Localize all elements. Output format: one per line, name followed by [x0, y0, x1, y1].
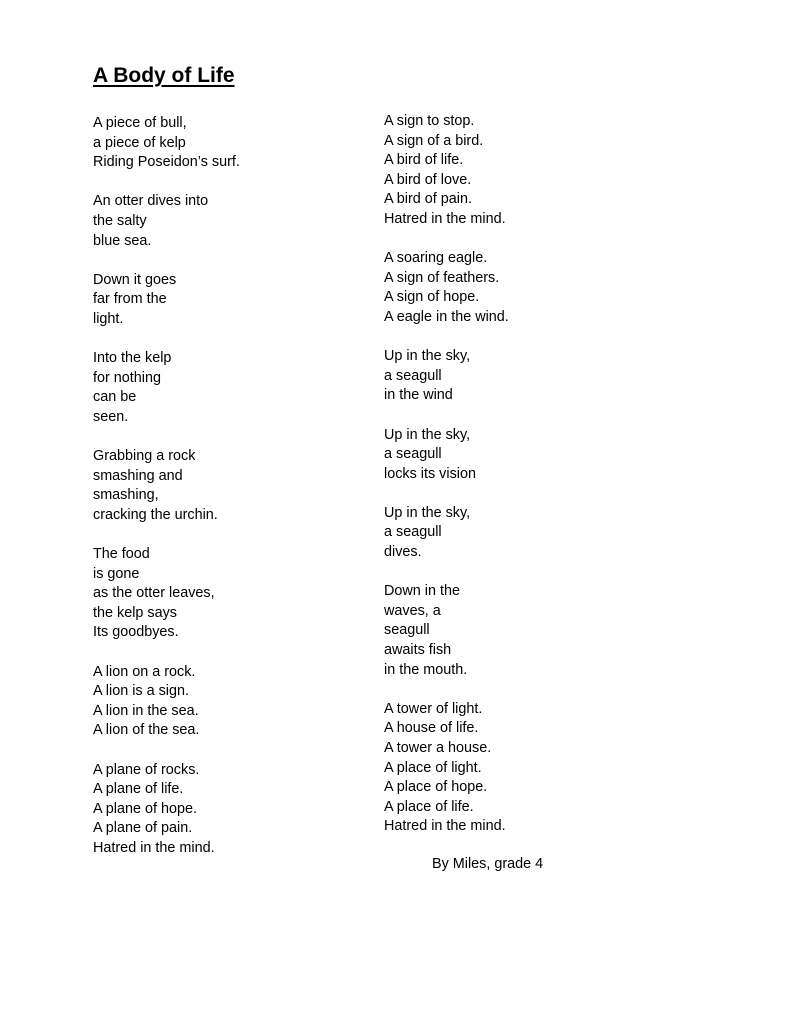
left-column	[93, 114, 240, 878]
poem-line: in the wind	[384, 387, 453, 404]
poem-line: A sign of hope.	[384, 289, 480, 306]
poem-line: A lion of the sea.	[93, 722, 200, 739]
stanza	[384, 426, 509, 485]
poem-line: A plane of life.	[93, 781, 184, 798]
poem-line: A plane of rocks.	[93, 761, 200, 778]
poem-line: Up in the sky,	[384, 348, 471, 365]
poem-line: A bird of pain.	[384, 191, 473, 208]
poem-line: light.	[93, 310, 124, 327]
poem-line: dives.	[384, 544, 422, 561]
stanza	[93, 114, 240, 173]
poem-line: smashing,	[93, 487, 159, 504]
stanza	[384, 504, 509, 563]
poem-line: A lion in the sea.	[93, 702, 199, 719]
poem-line: Down it goes	[93, 271, 177, 288]
poem-line: A bird of life.	[384, 152, 464, 169]
stanza	[93, 761, 240, 859]
poem-line: Up in the sky,	[384, 426, 471, 443]
poem-line: a seagull	[384, 446, 442, 463]
stanza	[93, 447, 240, 525]
poem-line: A tower a house.	[384, 740, 492, 756]
poem-line: A sign to stop.	[384, 113, 475, 129]
poem-line: seen.	[93, 408, 129, 425]
poem-line: a seagull	[384, 367, 442, 384]
poem-line: Riding Poseidon’s surf.	[93, 154, 240, 171]
poem-line: A tower of light.	[384, 700, 483, 717]
poem-line: A plane of hope.	[93, 800, 198, 817]
poem-line: awaits fish	[384, 642, 452, 659]
poem-line: Up in the sky,	[384, 504, 471, 521]
stanza	[93, 349, 240, 427]
poem-line: A bird of love.	[384, 171, 472, 188]
poem-line: Its goodbyes.	[93, 624, 179, 641]
poem-line: Down in the	[384, 583, 460, 600]
poem-line: A place of hope.	[384, 779, 488, 796]
poem-line: as the otter leaves,	[93, 585, 215, 602]
poem-line: can be	[93, 389, 137, 406]
poem-line: Grabbing a rock	[93, 448, 196, 465]
poem-line: locks its vision	[384, 465, 476, 482]
poem-line: blue sea.	[93, 232, 152, 249]
poem-line: far from the	[93, 291, 167, 308]
stanza	[384, 582, 509, 680]
poem-line: A soaring eagle.	[384, 250, 488, 267]
poem-line: The food	[93, 546, 150, 563]
poem-line: cracking the urchin.	[93, 506, 218, 523]
poem-line: A place of light.	[384, 759, 482, 776]
poem-line: A eagle in the wind.	[384, 308, 509, 325]
poem-line: the kelp says	[93, 604, 177, 621]
poem-line: An otter dives into	[93, 193, 209, 210]
stanza	[93, 663, 240, 741]
author-byline: By Miles, grade 4	[432, 856, 544, 872]
poem-line: a piece of kelp	[93, 134, 186, 151]
poem-line: A house of life.	[384, 720, 479, 737]
poem-line: seagull	[384, 622, 430, 639]
poem-line: Hatred in the mind.	[384, 818, 506, 835]
poem-line: in the mouth.	[384, 661, 468, 678]
poem-line: a seagull	[384, 524, 442, 541]
poem-line: A lion is a sign.	[93, 683, 189, 700]
poem-line: A lion on a rock.	[93, 663, 196, 680]
poem-line: Into the kelp	[93, 350, 172, 367]
poem-line: the salty	[93, 212, 147, 229]
poem-line: smashing and	[93, 467, 183, 484]
stanza	[384, 700, 509, 837]
stanza	[93, 271, 240, 330]
poem-line: A sign of a bird.	[384, 132, 484, 149]
poem-line: A sign of feathers.	[384, 269, 500, 286]
stanza	[93, 545, 240, 643]
poem-line: A piece of bull,	[93, 115, 187, 131]
poem-line: A place of life.	[384, 798, 474, 815]
poem-line: is gone	[93, 565, 140, 582]
poem-line: Hatred in the mind.	[93, 839, 215, 856]
stanza	[384, 112, 509, 230]
stanza	[93, 192, 240, 251]
stanza	[384, 347, 509, 406]
stanza	[384, 249, 509, 327]
poem-title: A Body of Life	[93, 64, 235, 87]
poem-line: for nothing	[93, 369, 162, 386]
poem-line: waves, a	[384, 602, 441, 619]
right-column	[384, 112, 509, 857]
poem-line: A plane of pain.	[93, 820, 193, 837]
poem-line: Hatred in the mind.	[384, 210, 506, 227]
